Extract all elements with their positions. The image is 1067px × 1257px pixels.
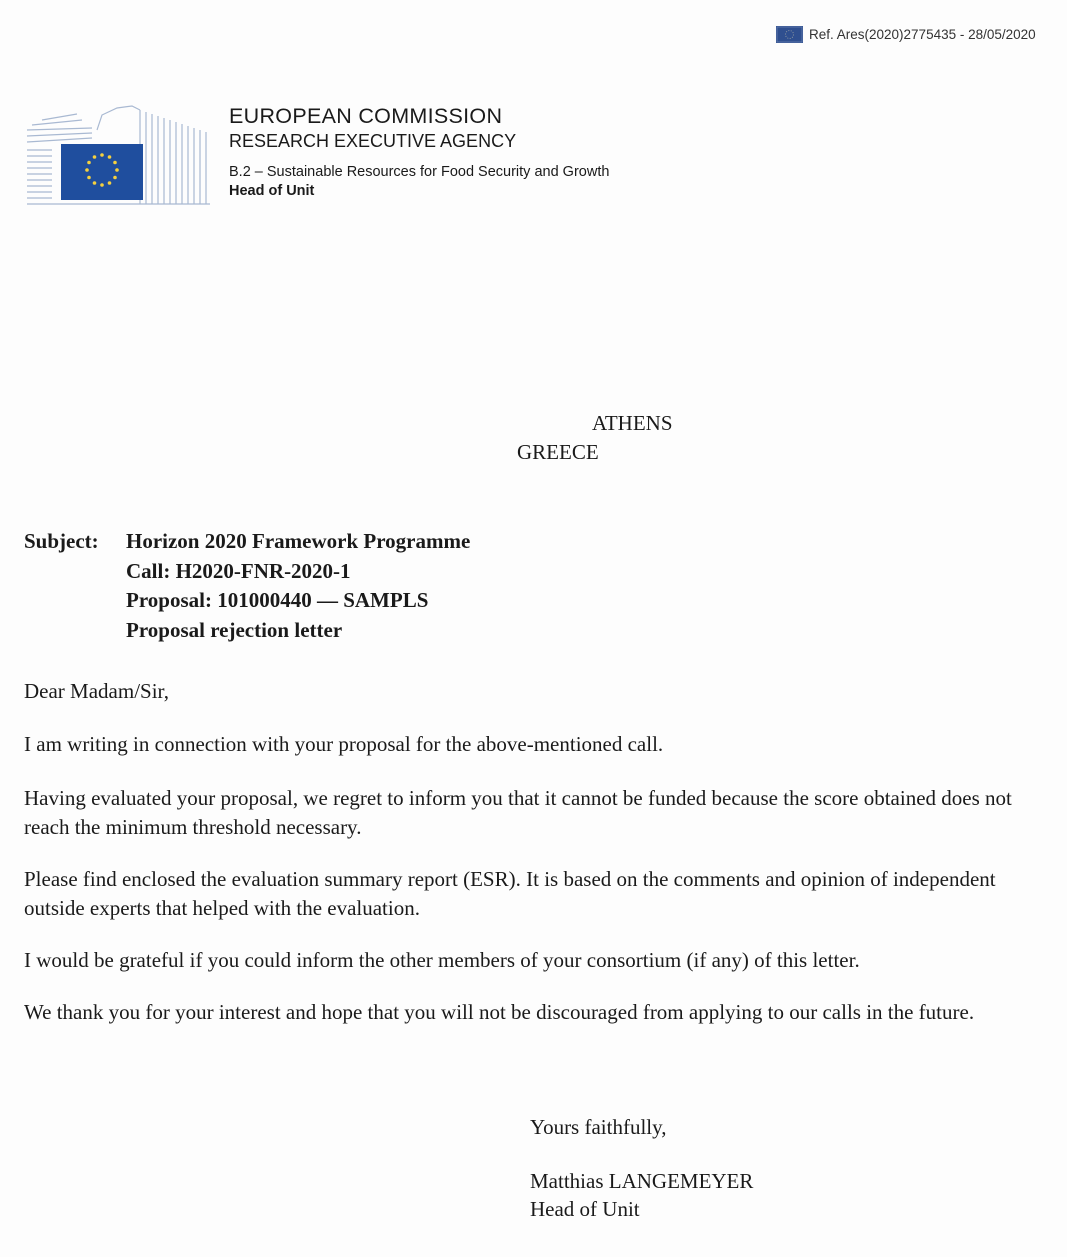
reference-stamp: [776, 26, 1036, 43]
reference-number: Ref. Ares(2020)2775435 - 28/05/2020: [809, 27, 1036, 42]
unit-name: B.2 – Sustainable Resources for Food Security and Growth: [229, 164, 610, 180]
subject-call: Call: H2020-FNR-2020-1: [126, 558, 351, 583]
organization-name: EUROPEAN COMMISSION: [229, 104, 503, 128]
subject-proposal: Proposal: 101000440 — SAMPLS: [126, 588, 429, 612]
agency-name: RESEARCH EXECUTIVE AGENCY: [229, 131, 517, 151]
recipient-city: ATHENS: [592, 411, 673, 435]
subject-lines: [126, 527, 470, 645]
salutation: Dear Madam/Sir,: [24, 679, 169, 703]
body-paragraph: We thank you for your interest and hope that you will not be discouraged from applying to our calls in the future.: [24, 1000, 975, 1024]
recipient-country: GREECE: [517, 440, 599, 464]
eu-flag-icon: [776, 26, 803, 43]
sender-role: Head of Unit: [229, 183, 315, 199]
body-paragraph: Please find enclosed the evaluation summary report (ESR). It is based on the comments and opinion of independent outside experts that helped with the evaluation.: [24, 867, 996, 920]
subject-letter-type: Proposal rejection letter: [126, 617, 343, 642]
signer-title: Head of Unit: [530, 1197, 640, 1221]
body-paragraph: Having evaluated your proposal, we regret to inform you that it cannot be funded because the score obtained does not reach the minimum threshold necessary.: [24, 786, 1012, 839]
body-paragraph: I am writing in connection with your proposal for the above-mentioned call.: [24, 732, 664, 756]
signer-name: Matthias LANGEMEYER: [530, 1169, 754, 1193]
valediction: Yours faithfully,: [530, 1115, 667, 1139]
subject-programme: Horizon 2020 Framework Programme: [126, 529, 471, 553]
closing-block: [530, 1113, 753, 1223]
european-commission-logo: [22, 100, 212, 215]
body-paragraph: I would be grateful if you could inform the other members of your consortium (if any) of this letter.: [24, 948, 860, 972]
subject-label: Subject:: [24, 529, 99, 553]
letterhead: [229, 103, 609, 201]
